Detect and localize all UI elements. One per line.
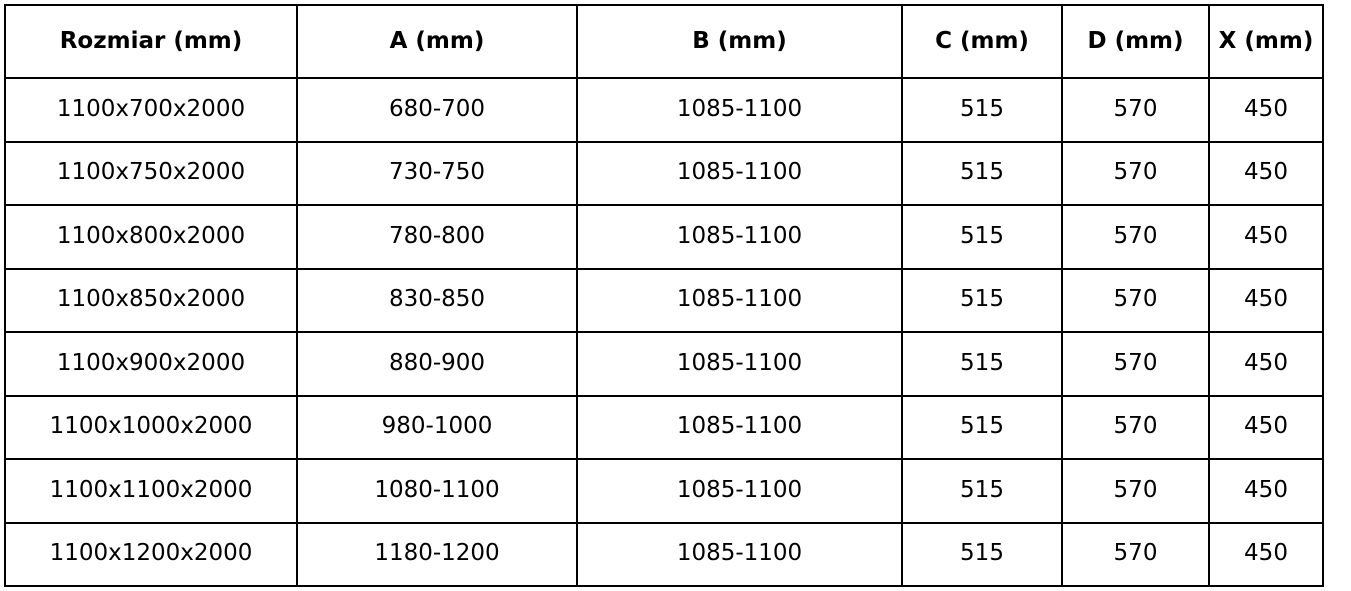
column-header-d: D (mm) [1062, 5, 1209, 78]
cell-a: 980-1000 [297, 396, 577, 460]
cell-a: 730-750 [297, 142, 577, 206]
cell-c: 515 [902, 78, 1062, 142]
cell-d: 570 [1062, 332, 1209, 396]
cell-b: 1085-1100 [577, 459, 902, 523]
table-row [5, 332, 1323, 396]
cell-c: 515 [902, 459, 1062, 523]
cell-x: 450 [1209, 523, 1323, 587]
cell-c: 515 [902, 142, 1062, 206]
cell-a: 830-850 [297, 269, 577, 333]
column-header-x: X (mm) [1209, 5, 1323, 78]
table-body [5, 78, 1323, 586]
cell-d: 570 [1062, 78, 1209, 142]
table-row [5, 142, 1323, 206]
cell-d: 570 [1062, 142, 1209, 206]
table-row [5, 205, 1323, 269]
table-header-row [5, 5, 1323, 78]
cell-d: 570 [1062, 205, 1209, 269]
cell-b: 1085-1100 [577, 396, 902, 460]
cell-d: 570 [1062, 269, 1209, 333]
cell-d: 570 [1062, 396, 1209, 460]
cell-b: 1085-1100 [577, 332, 902, 396]
cell-a: 780-800 [297, 205, 577, 269]
cell-b: 1085-1100 [577, 205, 902, 269]
cell-d: 570 [1062, 523, 1209, 587]
column-header-rozmiar: Rozmiar (mm) [5, 5, 297, 78]
cell-rozmiar: 1100x850x2000 [5, 269, 297, 333]
cell-c: 515 [902, 396, 1062, 460]
size-table [4, 4, 1324, 587]
cell-x: 450 [1209, 205, 1323, 269]
cell-d: 570 [1062, 459, 1209, 523]
cell-x: 450 [1209, 269, 1323, 333]
cell-c: 515 [902, 269, 1062, 333]
cell-rozmiar: 1100x750x2000 [5, 142, 297, 206]
table-header [5, 5, 1323, 78]
cell-rozmiar: 1100x700x2000 [5, 78, 297, 142]
cell-rozmiar: 1100x900x2000 [5, 332, 297, 396]
cell-b: 1085-1100 [577, 523, 902, 587]
cell-x: 450 [1209, 396, 1323, 460]
cell-a: 680-700 [297, 78, 577, 142]
cell-x: 450 [1209, 142, 1323, 206]
table-row [5, 396, 1323, 460]
table-row [5, 459, 1323, 523]
cell-c: 515 [902, 332, 1062, 396]
table-row [5, 269, 1323, 333]
column-header-c: C (mm) [902, 5, 1062, 78]
cell-a: 880-900 [297, 332, 577, 396]
cell-x: 450 [1209, 78, 1323, 142]
cell-rozmiar: 1100x1200x2000 [5, 523, 297, 587]
cell-rozmiar: 1100x1000x2000 [5, 396, 297, 460]
table-row [5, 523, 1323, 587]
cell-b: 1085-1100 [577, 78, 902, 142]
cell-x: 450 [1209, 459, 1323, 523]
column-header-b: B (mm) [577, 5, 902, 78]
cell-b: 1085-1100 [577, 269, 902, 333]
cell-rozmiar: 1100x1100x2000 [5, 459, 297, 523]
cell-c: 515 [902, 205, 1062, 269]
cell-b: 1085-1100 [577, 142, 902, 206]
table-row [5, 78, 1323, 142]
cell-x: 450 [1209, 332, 1323, 396]
cell-rozmiar: 1100x800x2000 [5, 205, 297, 269]
cell-a: 1180-1200 [297, 523, 577, 587]
cell-a: 1080-1100 [297, 459, 577, 523]
column-header-a: A (mm) [297, 5, 577, 78]
cell-c: 515 [902, 523, 1062, 587]
